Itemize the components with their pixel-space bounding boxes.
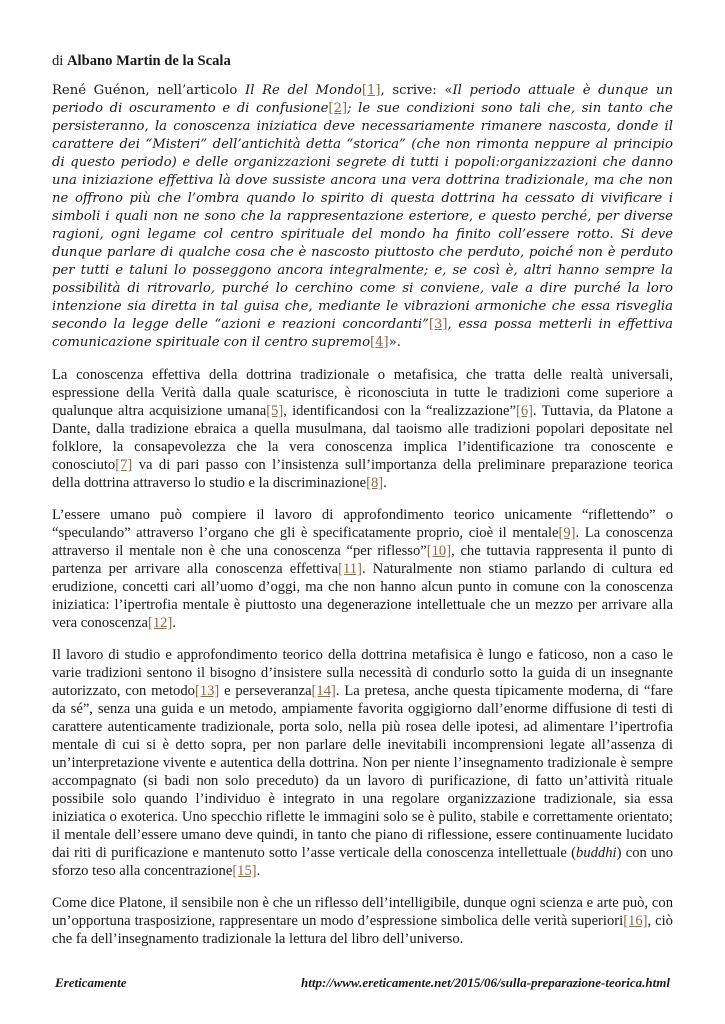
byline bbox=[52, 52, 673, 70]
text-run: , identificandosi con la “realizzazione” bbox=[283, 403, 516, 419]
footnote-link[interactable]: [4] bbox=[370, 335, 389, 350]
footnote-link[interactable]: [13] bbox=[194, 683, 220, 699]
footer-site-name: Ereticamente bbox=[55, 975, 127, 990]
text-run: . bbox=[256, 863, 261, 879]
page-footer bbox=[55, 975, 670, 991]
text-run: ) con uno sforzo teso alla concentrazione bbox=[52, 845, 673, 879]
footnote-link[interactable]: [11] bbox=[338, 561, 362, 577]
footnote-link[interactable]: [10] bbox=[426, 543, 452, 559]
italic-text: Il periodo attuale è dunque un periodo di oscuramento e di confusione bbox=[52, 83, 673, 116]
paragraph-2 bbox=[52, 366, 673, 492]
text-run: René Guénon, nell’articolo bbox=[52, 83, 245, 98]
footer-url[interactable]: http://www.ereticamente.net/2015/06/sulla-preparazione-teorica.html bbox=[301, 975, 670, 990]
author-name: Albano Martin de la Scala bbox=[67, 53, 231, 69]
text-run: . bbox=[172, 615, 176, 631]
article-body bbox=[52, 52, 673, 962]
text-run: . La conoscenza attraverso il mentale non è che una conoscenza “per riflesso” bbox=[52, 525, 673, 559]
italic-text: buddhi bbox=[576, 845, 617, 861]
text-run: . La pretesa, anche questa tipicamente moderna, di “fare da sé”, senza una guida e un metodo, ampiamente favorita oggigiorno dall’enorme diffusione di testi di carattere autenticamente tradizionale, porta solo, nella più rosea delle ipotesi, ad alimentare l’ipertrofia mentale di cui si è detto sopra, per non parlare delle inevitabili incomprensioni legate all’assenza di un’interpretazione vivente e autentica della dottrina. Non per niente l’insegnamento tradizionale è sempre accompagnato (si badi non solo preceduto) da un lavoro di purificazione, di fatto un’attività rituale possibile solo quando l’individuo è integrato in una regolare organizzazione tradizionale, sia essa iniziatica o exoterica. Uno specchio riflette le immagini solo se è pulito, stabile e correttamente orientato; il mentale dell’essere umano deve quindi, in tanto che piano di riflessione, essere continuamente lucidato dai riti di purificazione e mantenuto sotto l’asse verticale della conoscenza intellettuale ( bbox=[52, 683, 673, 861]
footnote-link[interactable]: [16] bbox=[623, 913, 648, 929]
footnote-link[interactable]: [7] bbox=[115, 457, 133, 473]
byline-prefix: di bbox=[52, 53, 67, 69]
text-run: ». bbox=[388, 335, 401, 350]
text-run: va di pari passo con l’insistenza sull’importanza della preliminare preparazione teorica della dottrina attraverso lo studio e la discriminazione bbox=[52, 457, 673, 491]
text-run: , scrive: « bbox=[380, 83, 453, 98]
footnote-link[interactable]: [9] bbox=[558, 525, 576, 541]
text-run: , ciò che fa dell’insegnamento tradizionale la lettura del libro dell’universo. bbox=[52, 913, 673, 947]
text-run: , che tuttavia rappresenta il punto di partenza per arrivare alla conoscenza effettiva bbox=[52, 543, 674, 577]
text-run: Il lavoro di studio e approfondimento teorico della dottrina metafisica è lungo e faticoso, non a caso le varie tradizioni sentono il bisogno d’insistere sulla necessità di condurlo sotto la guida di un insegnante autorizzato, con metodo bbox=[52, 647, 673, 699]
paragraph-5 bbox=[52, 894, 673, 948]
footnote-link[interactable]: [5] bbox=[266, 403, 284, 419]
italic-text: Il Re del Mondo bbox=[245, 83, 362, 98]
text-run: . Naturalmente non stiamo parlando di cultura ed erudizione, concetti cari all’uomo d’oggi, ma che non hanno alcun punto in comune con la conoscenza iniziatica: l’ipertrofia mentale è piuttosto una degenerazione intellettuale che un mezzo per arrivare alla vera conoscenza bbox=[52, 561, 673, 631]
footnote-link[interactable]: [15] bbox=[232, 863, 257, 879]
footnote-link[interactable]: [8] bbox=[366, 475, 384, 491]
footnote-link[interactable]: [14] bbox=[311, 683, 336, 699]
text-run: . Tuttavia, da Platone a Dante, dalla tradizione ebraica a quella musulmana, dal taoismo alle tradizioni popolari depositate nel folklore, la consapevolezza che la vera conoscenza implica l’identificazione tra conoscente e conosciuto bbox=[52, 403, 673, 473]
footnote-link[interactable]: [12] bbox=[148, 615, 173, 631]
text-run: Come dice Platone, il sensibile non è che un riflesso dell’intelligibile, dunque ogni scienza e arte può, con un’opportuna trasposizione, rappresentare un modo d’espressione simbolica delle verità superiori bbox=[52, 895, 673, 929]
footnote-link[interactable]: [3] bbox=[428, 317, 448, 332]
footnote-link[interactable]: [1] bbox=[361, 83, 381, 98]
text-run: e perseveranza bbox=[219, 683, 312, 699]
paragraph-4 bbox=[52, 646, 673, 880]
italic-text: , essa possa metterli in effettiva comunicazione spirituale con il centro supremo bbox=[52, 317, 673, 350]
footnote-link[interactable]: [6] bbox=[515, 403, 533, 419]
text-run: L’essere umano può compiere il lavoro di approfondimento teorico unicamente “riflettendo” o “speculando” attraverso l’organo che gli è specificatamente proprio, cioè il mentale bbox=[52, 507, 673, 541]
italic-text: ; le sue condizioni sono tali che, sin tanto che persisteranno, la conoscenza iniziatica deve necessariamente rimanere nascosta, donde il carattere dei “Misteri” dell’antichità detta “storica” (che non rimonta neppure al principio di questo periodo) e delle organizzazioni segrete di tutti i popoli:organizzazioni che danno una iniziazione effettiva là dove sussiste ancora una vera dottrina tradizionale, ma che non ne offrono più che l’ombra quando lo spirito di questa dottrina ha cessato di vivificare i simboli i quali non ne sono che la rappresentazione esteriore, e questo perché, per diverse ragioni, ogni legame col centro spirituale del mondo ha finito coll’essere rotto. Si deve dunque parlare di qualche cosa che è nascosto piuttosto che perduto, poiché non è perduto per tutti e taluni lo posseggono ancora integralmente; e, se così è, altri hanno sempre la possibilità di ritrovarlo, purché lo cerchino come si conviene, vale a dire purché la loro intenzione sia diretta in tal guisa che, mediante le vibrazioni armoniche che essa risveglia secondo la legge delle “azioni e reazioni concordanti” bbox=[52, 101, 673, 332]
paragraph-3 bbox=[52, 506, 673, 632]
paragraph-1 bbox=[52, 82, 673, 352]
footnote-link[interactable]: [2] bbox=[328, 101, 348, 116]
text-run: . bbox=[383, 475, 387, 491]
text-run: La conoscenza effettiva della dottrina tradizionale o metafisica, che tratta delle realtà universali, espressione della Verità dalla quale scaturisce, è riconosciuta in tutte le tradizioni come superiore a qualunque altra acquisizione umana bbox=[52, 367, 673, 419]
